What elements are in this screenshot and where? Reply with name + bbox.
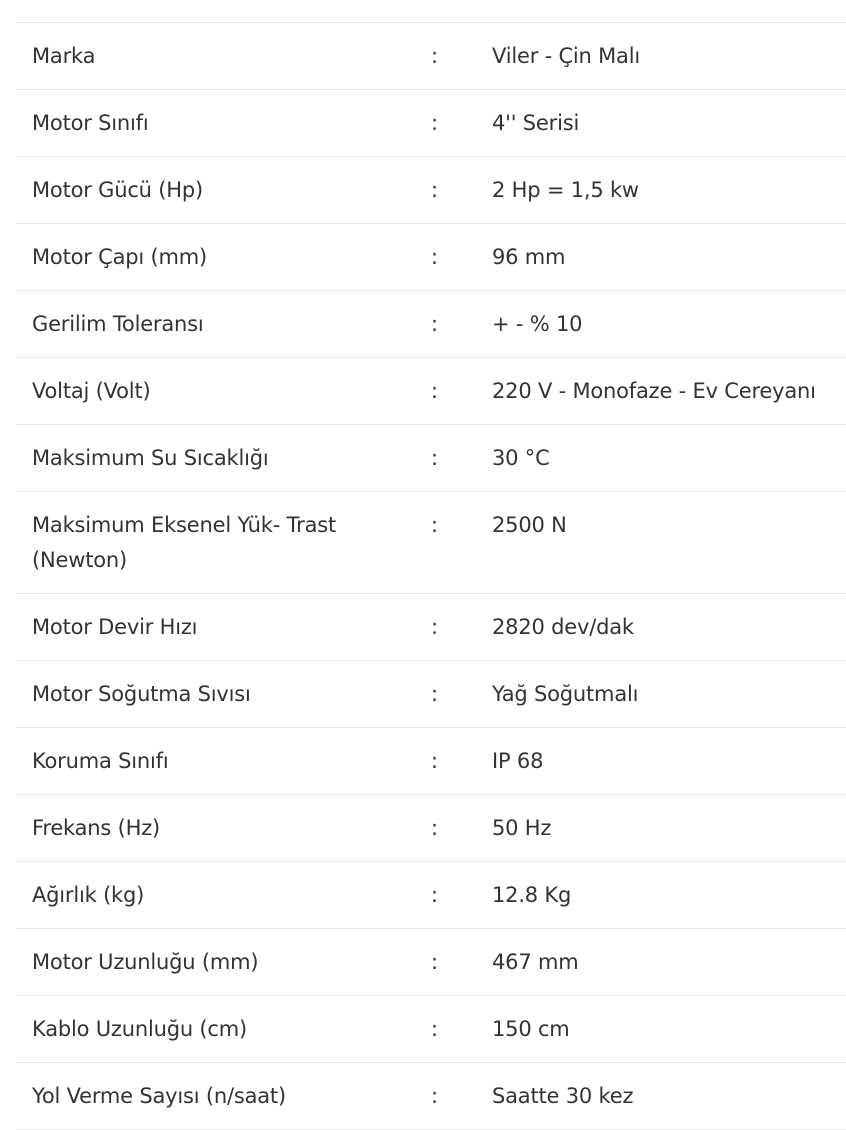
- spec-value: 30 °C: [492, 446, 550, 470]
- spec-row-max-water-temperature: [16, 425, 846, 492]
- spec-label: Maksimum Eksenel Yük- Trast (Newton): [32, 513, 337, 572]
- spec-value: 12.8 Kg: [492, 883, 572, 907]
- spec-value: 2820 dev/dak: [492, 615, 634, 639]
- spec-row-motor-speed: [16, 594, 846, 661]
- spec-value: 96 mm: [492, 245, 566, 269]
- spec-row-frequency: [16, 795, 846, 862]
- spec-separator: :: [431, 245, 439, 269]
- spec-label: Koruma Sınıfı: [32, 749, 169, 773]
- spec-row-motor-power: [16, 157, 846, 224]
- spec-separator: :: [431, 1017, 439, 1041]
- spec-label: Motor Sınıfı: [32, 111, 149, 135]
- spec-label: Voltaj (Volt): [32, 379, 151, 403]
- spec-value: 2 Hp = 1,5 kw: [492, 178, 639, 202]
- spec-separator: :: [431, 950, 439, 974]
- spec-label: Yol Verme Sayısı (n/saat): [32, 1084, 286, 1108]
- spec-value: 4'' Serisi: [492, 111, 580, 135]
- spec-row-motor-class: [16, 90, 846, 157]
- spec-separator: :: [431, 749, 439, 773]
- spec-separator: :: [431, 446, 439, 470]
- spec-value: 150 cm: [492, 1017, 570, 1041]
- spec-value: + - % 10: [492, 312, 583, 336]
- spec-row-motor-length: [16, 929, 846, 996]
- spec-row-cable-length: [16, 996, 846, 1063]
- spec-value: Saatte 30 kez: [492, 1084, 634, 1108]
- spec-separator: :: [431, 178, 439, 202]
- spec-separator: :: [431, 44, 439, 68]
- spec-label: Motor Çapı (mm): [32, 245, 208, 269]
- spec-label: Motor Gücü (Hp): [32, 178, 203, 202]
- spec-value: 50 Hz: [492, 816, 552, 840]
- spec-row-motor-coolant: [16, 661, 846, 728]
- spec-value: Yağ Soğutmalı: [492, 682, 639, 706]
- spec-row-weight: [16, 862, 846, 929]
- spec-separator: :: [431, 1084, 439, 1108]
- spec-label: Motor Devir Hızı: [32, 615, 198, 639]
- spec-value: 467 mm: [492, 950, 579, 974]
- spec-label: Ağırlık (kg): [32, 883, 145, 907]
- spec-row-voltage: [16, 358, 846, 425]
- spec-separator: :: [431, 111, 439, 135]
- spec-value: 2500 N: [492, 513, 567, 537]
- spec-separator: :: [431, 379, 439, 403]
- spec-row-voltage-tolerance: [16, 291, 846, 358]
- spec-label: Maksimum Su Sıcaklığı: [32, 446, 269, 470]
- spec-value: 220 V - Monofaze - Ev Cereyanı: [492, 379, 816, 403]
- spec-row-motor-diameter: [16, 224, 846, 291]
- spec-separator: :: [431, 615, 439, 639]
- spec-label: Marka: [32, 44, 96, 68]
- spec-label: Frekans (Hz): [32, 816, 161, 840]
- spec-separator: :: [431, 816, 439, 840]
- spec-row-protection-class: [16, 728, 846, 795]
- spec-separator: :: [431, 312, 439, 336]
- spec-label: Motor Soğutma Sıvısı: [32, 682, 251, 706]
- spec-label: Motor Uzunluğu (mm): [32, 950, 259, 974]
- specifications-table: [16, 22, 846, 1130]
- spec-separator: :: [431, 682, 439, 706]
- spec-row-brand: [16, 23, 846, 90]
- spec-separator: :: [431, 883, 439, 907]
- spec-separator: :: [431, 513, 439, 537]
- spec-value: Viler - Çin Malı: [492, 44, 640, 68]
- spec-row-starts-per-hour: [16, 1063, 846, 1130]
- spec-row-max-axial-load: [16, 492, 846, 594]
- spec-value: IP 68: [492, 749, 544, 773]
- spec-label: Kablo Uzunluğu (cm): [32, 1017, 248, 1041]
- spec-label: Gerilim Toleransı: [32, 312, 204, 336]
